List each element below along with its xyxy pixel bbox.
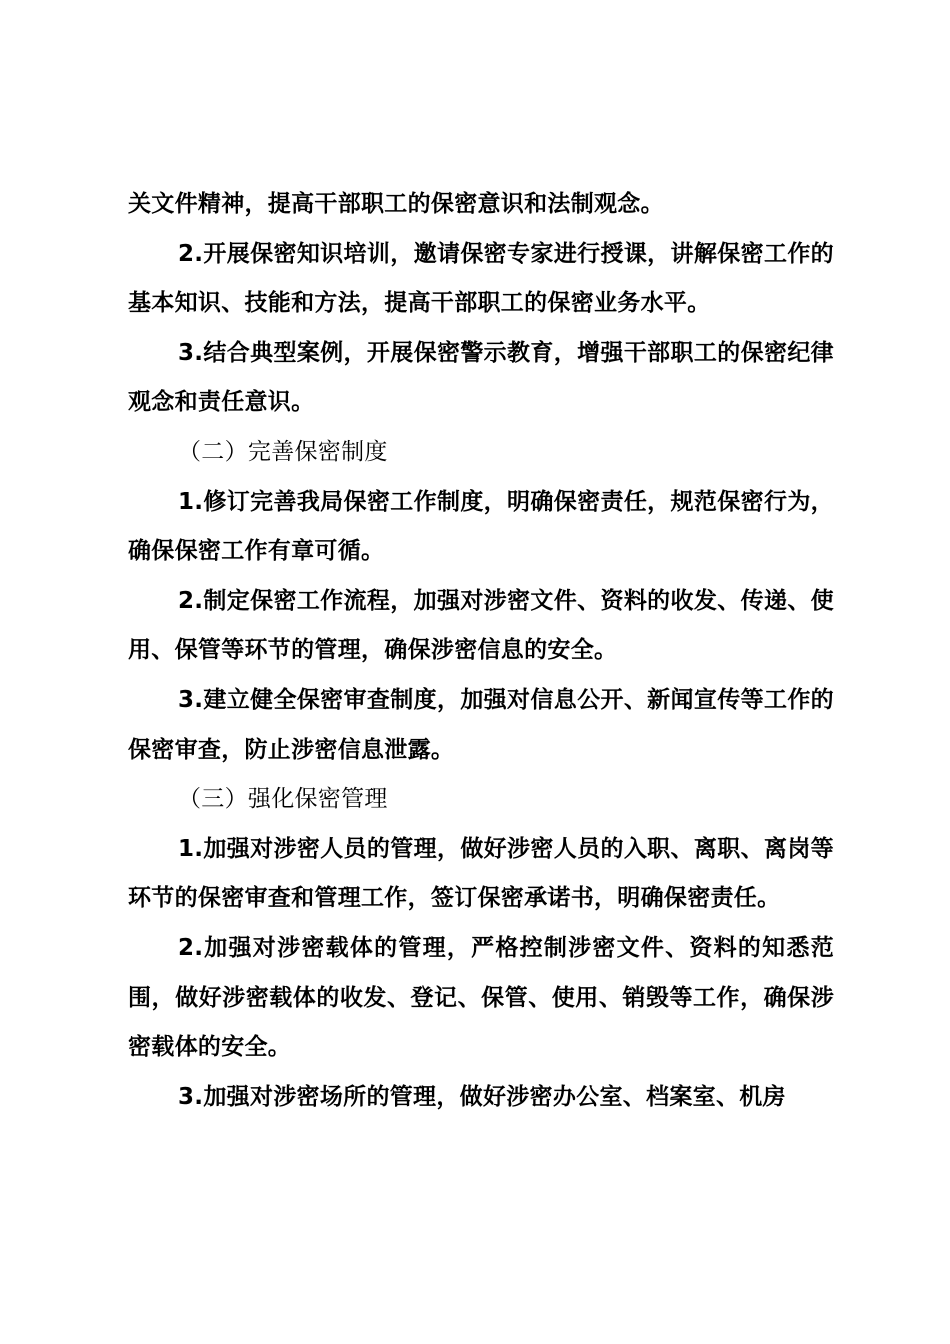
section-heading-3: （三）强化保密管理 (178, 786, 388, 813)
paragraph-item-3: 3.建立健全保密审查制度，加强对信息公开、新闻宣传等工作的保密审查，防止涉密信息泄露。 (128, 686, 834, 763)
paragraph-item-1: 1.修订完善我局保密工作制度，明确保密责任，规范保密行为，确保保密工作有章可循。 (128, 488, 834, 565)
document-body (128, 180, 834, 1122)
paragraph-item-2: 2.开展保密知识培训，邀请保密专家进行授课，讲解保密工作的基本知识、技能和方法，提高干部职工的保密业务水平。 (128, 240, 834, 317)
paragraph-item-1: 1.加强对涉密人员的管理，做好涉密人员的入职、离职、离岗等环节的保密审查和管理工作，签订保密承诺书，明确保密责任。 (128, 835, 834, 912)
paragraph-item-3: 3.加强对涉密场所的管理，做好涉密办公室、档案室、机房 (178, 1083, 786, 1110)
paragraph-item-2: 2.加强对涉密载体的管理，严格控制涉密文件、资料的知悉范围，做好涉密载体的收发、登记、保管、使用、销毁等工作，确保涉密载体的安全。 (128, 934, 834, 1061)
paragraph-item-2: 2.制定保密工作流程，加强对涉密文件、资料的收发、传递、使用、保管等环节的管理，确保涉密信息的安全。 (128, 587, 834, 664)
paragraph-continuation: 关文件精神，提高干部职工的保密意识和法制观念。 (128, 191, 664, 217)
paragraph-item-3: 3.结合典型案例，开展保密警示教育，增强干部职工的保密纪律观念和责任意识。 (128, 339, 834, 416)
section-heading-2: （二）完善保密制度 (178, 438, 388, 465)
